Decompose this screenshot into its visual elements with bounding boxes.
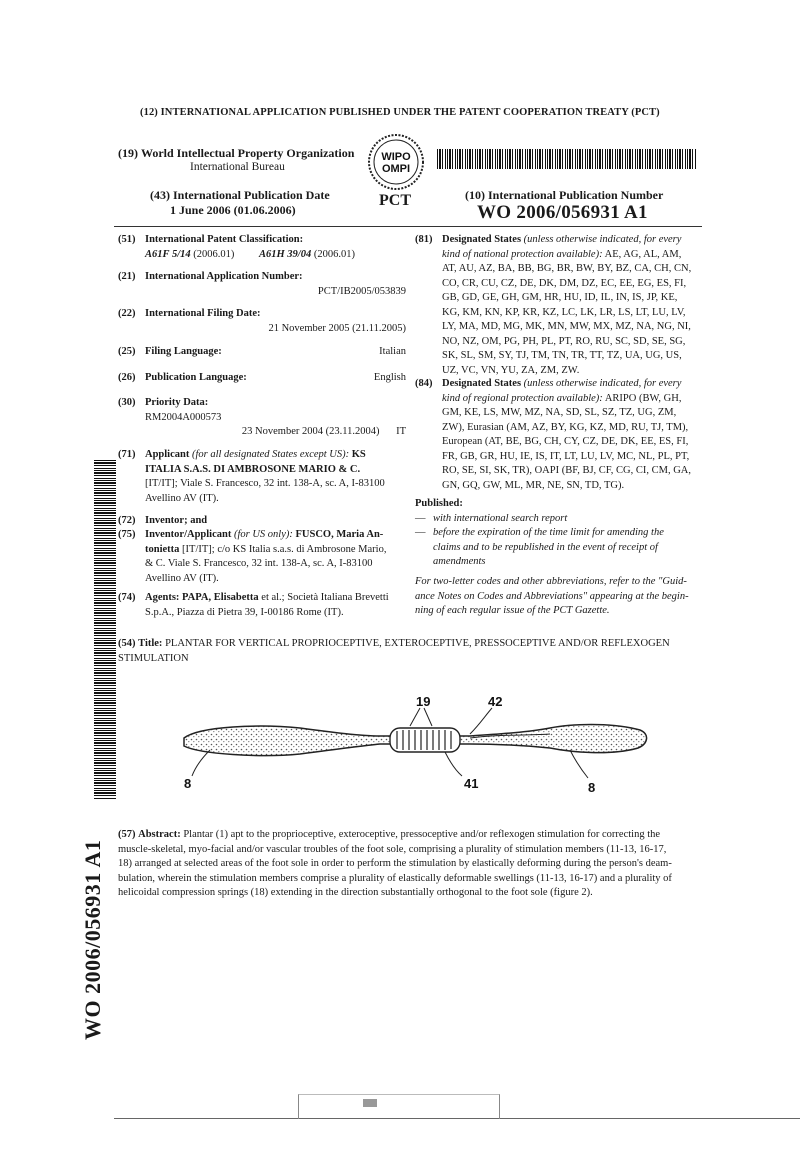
figure-label-41: 41 (464, 776, 479, 791)
figure-label-8-left: 8 (184, 776, 192, 791)
treaty-header: (12) INTERNATIONAL APPLICATION PUBLISHED UNDER THE PATENT COOPERATION TREATY (PCT) (140, 107, 660, 118)
scan-mark (363, 1099, 377, 1107)
field-71: (71) Applicant (for all designated States except US): KS ITALIA S.A.S. DI AMBROSONE MARIO & C. [IT/IT]; Viale S. Francesco, 32 int. 138-A, sc. A, I-83100 Avellino AV (IT). (118, 449, 385, 504)
title-section: (54) Title: PLANTAR FOR VERTICAL PROPRIOCEPTIVE, EXTEROCEPTIVE, PRESSOCEPTIVE AND/OR REFLEXOGEN STIMULATION (118, 638, 670, 664)
field-26: (26) Publication Language: English (118, 372, 406, 383)
field-75: (75) Inventor/Applicant (for US only): FUSCO, Maria An- tonietta [IT/IT]; c/o KS Italia s.a.s. di Ambrosone Mario, & C. Viale S. Francesco, 32 int. 138-A, sc. A, I-83100 Avellino AV (IT). (118, 529, 387, 584)
scan-frame (298, 1094, 500, 1119)
figure-label-8-right: 8 (588, 780, 596, 795)
international-bureau: International Bureau (190, 161, 285, 173)
organization: (19) World Intellectual Property Organization (118, 146, 355, 160)
field-25: (25) Filing Language: Italian (118, 346, 406, 357)
pub-date-value: 1 June 2006 (01.06.2006) (170, 203, 296, 217)
field-74: (74) Agents: PAPA, Elisabetta et al.; Società Italiana Brevetti S.p.A., Piazza di Pietra 39, I-00186 Rome (IT). (118, 592, 389, 618)
divider-top (114, 226, 702, 227)
field-30: (30) Priority Data: RM2004A000573 23 November 2004 (23.11.2004) IT (118, 397, 406, 437)
abstract-section: (57) Abstract: Plantar (1) apt to the proprioceptive, exteroceptive, pressoceptive and/or reflexogen stimulation for correcting the muscle-skeletal, myo-facial and/or vascular troubles of the foot sole, comprising a plurality of stimulation members (11-13, 16-17, 18) arranged at selected areas of the foot sole in order to perform the stimulation by elastically deforming during the person's deam- bulation, wherein the stimulation members comprise a plurality of elastically deformable swellings (11-13, 16-17) and a plurality of helicoidal compression springs (18) extending in the direction substantially orthogonal to the foot sole (figure 2). (118, 829, 672, 898)
field-51: (51) International Patent Classification: A61F 5/14 (2006.01) A61H 39/04 (2006.01) (118, 234, 355, 260)
abbreviations-note: For two-letter codes and other abbreviations, refer to the "Guid- ance Notes on Codes and Abbreviations" appearing at the begin- ning of each regular issue of the PCT Gazette. (415, 576, 689, 616)
wipo-seal-logo (367, 133, 425, 191)
ompi-text: OMPI (381, 163, 411, 175)
pub-date-label: (43) International Publication Date (150, 188, 330, 202)
pub-number-label: (10) International Publication Number (465, 188, 664, 202)
side-pub-number: WO 2006/056931 A1 (80, 839, 105, 1040)
field-21: (21) International Application Number: PCT/IB2005/053839 (118, 271, 406, 297)
pct-acronym: PCT (379, 192, 411, 209)
figure-label-42: 42 (488, 694, 503, 709)
pub-number-value: WO 2006/056931 A1 (477, 202, 648, 223)
figure-2 (170, 688, 670, 798)
field-81: (81) Designated States (unless otherwise indicated, for every kind of national protection available): AE, AG, AL, AM, AT, AU, AZ, BA, BB, BG, BR, BW, BY, BZ, CA, CH, CN, CO, CR, CU, CZ, DE, DK, DM, DZ, EC, EE, EG, ES, FI, GB, GD, GE, GH, GM, HR, HU, ID, IL, IN, IS, JP, KE, KG, KM, KN, KP, KR, KZ, LC, LK, LR, LS, LT, LU, LV, LY, MA, MD, MG, MK, MN, MW, MX, MZ, NA, NG, NI, NO, NZ, OM, PG, PH, PL, PT, RO, RU, SC, SD, SE, SG, SK, SL, SM, SY, TJ, TM, TN, TR, TT, TZ, UA, UG, US, UZ, VC, VN, YU, ZA, ZM, ZW. (415, 234, 692, 376)
spring-region (390, 728, 460, 752)
field-84: (84) Designated States (unless otherwise indicated, for every kind of regional protection available): ARIPO (BW, GH, GM, KE, LS, MW, MZ, NA, SD, SL, SZ, TZ, UG, ZM, ZW), Eurasian (AM, AZ, BY, KG, KZ, MD, RU, TJ, TM), European (AT, BE, BG, CH, CY, CZ, DE, DK, EE, ES, FI, FR, GB, GR, HU, IE, IS, IT, LT, LU, LV, MC, NL, PL, PT, RO, SE, SI, SK, TR), OAPI (BF, BJ, CF, CG, CI, CM, GA, GN, GQ, GW, ML, MR, NE, SN, TD, TG). (415, 378, 692, 491)
published-section: Published: — with international search report — before the expiration of the time limit for amending the claims and to be republished in the event of receipt of amendments (415, 498, 664, 567)
figure-label-19: 19 (416, 694, 431, 709)
field-22: (22) International Filing Date: 21 November 2005 (21.11.2005) (118, 308, 406, 334)
field-72: (72) Inventor; and (118, 515, 208, 526)
side-barcode (94, 460, 116, 800)
barcode (437, 149, 697, 169)
wipo-text: WIPO (381, 151, 411, 163)
